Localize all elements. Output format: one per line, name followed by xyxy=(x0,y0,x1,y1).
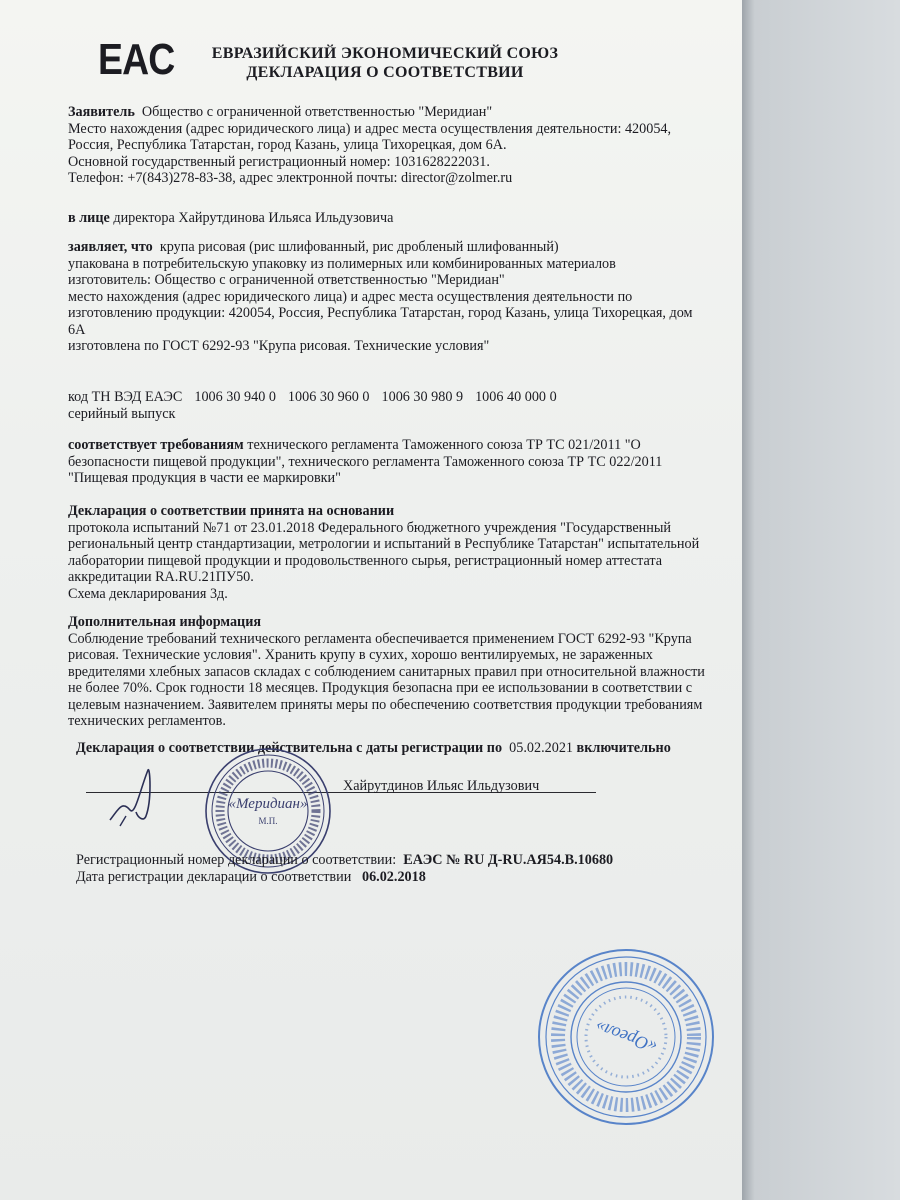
header-declaration-title: ДЕКЛАРАЦИЯ О СООТВЕТСТВИИ xyxy=(246,64,524,81)
manufacturer-name: изготовитель: Общество с ограниченной ответственностью "Меридиан" xyxy=(68,272,505,288)
applicant-address: Место нахождения (адрес юридического лица) и адрес места осуществления деятельности: 420054, Россия, Республика Татарстан, город Казань, улица Тихорецкая, дом 6А. xyxy=(68,120,672,153)
basis-title: Декларация о соответствии принята на основании xyxy=(68,503,395,519)
document-header xyxy=(205,44,565,82)
seal-right-center: «Ореол» xyxy=(592,1016,660,1058)
represented-section xyxy=(68,210,708,227)
validity-line xyxy=(76,740,716,757)
validity-text: Декларация о соответствии действительна с даты регистрации по xyxy=(76,740,503,756)
represented-label: в лице xyxy=(68,210,110,226)
code-value: 1006 30 960 0 xyxy=(287,389,370,405)
company-seal-right xyxy=(536,947,716,1127)
additional-title: Дополнительная информация xyxy=(68,614,262,630)
represented-text: директора Хайрутдинова Ильяса Ильдузовича xyxy=(113,210,394,226)
registration-date-line xyxy=(76,869,716,886)
validity-date: 05.02.2021 xyxy=(509,740,573,756)
codes-section xyxy=(68,389,708,422)
applicant-label: Заявитель xyxy=(68,104,135,120)
handwritten-signature xyxy=(100,760,180,830)
declares-label: заявляет, что xyxy=(68,239,153,255)
manufacturer-address: место нахождения (адрес юридического лица) и адрес места осуществления деятельности по изготовлению продукции: 420054, Россия, Республика Татарстан, город Казань, улица Тихорецкая, дом 6А xyxy=(68,288,693,338)
applicant-name: Общество с ограниченной ответственностью "Меридиан" xyxy=(141,104,493,120)
code-value: 1006 30 940 0 xyxy=(194,389,276,405)
compliance-section xyxy=(68,437,708,487)
basis-section xyxy=(68,503,708,602)
registration-number-line xyxy=(76,852,716,869)
product-packaging: упакована в потребительскую упаковку из полимерных или комбинированных материалов xyxy=(68,255,616,272)
background-surface xyxy=(742,0,900,1200)
eac-logo: EAC xyxy=(98,35,175,84)
seal-left-center: «Меридиан» xyxy=(228,796,308,812)
compliance-label: соответствует требованиям xyxy=(68,437,244,453)
code-value: 1006 30 980 9 xyxy=(381,389,464,405)
declares-section xyxy=(68,239,708,355)
validity-suffix: включительно xyxy=(576,740,671,756)
applicant-ogrn: Основной государственный регистрационный номер: 1031628222031. xyxy=(68,153,490,170)
applicant-section xyxy=(68,104,708,187)
additional-text: Соблюдение требований технического регламента обеспечивается применением ГОСТ 6292-93 "Крупа рисовая. Технические условия". Хранить крупу в сухих, хорошо вентилируемых, не зараженных вредителями хлебных запасов складах с соблюдением санитарных правил при относительной влажности не более 70%. Срок годности 18 месяцев. Продукция безопасна при ее использовании в соответствии с целевым назначением. Заявителем приняты меры по обеспечению соответствия продукции требованиям технических регламентов. xyxy=(68,630,705,729)
registration-date: 06.02.2018 xyxy=(361,869,426,885)
seal-left-mp: М.П. xyxy=(258,816,278,826)
additional-section xyxy=(68,614,708,730)
header-union-title: ЕВРАЗИЙСКИЙ ЭКОНОМИЧЕСКИЙ СОЮЗ xyxy=(211,45,559,62)
compliance-text: технического регламента Таможенного союза ТР ТС 021/2011 "О безопасности пищевой продукции", технического регламента Таможенного союза ТР ТС 022/2011 "Пищевая продукция в части ее маркировки" xyxy=(68,437,663,486)
registration-number-label: Регистрационный номер декларации о соответствии: xyxy=(76,852,397,868)
code-value: 1006 40 000 0 xyxy=(475,389,557,405)
declaration-scheme: Схема декларирования 3д. xyxy=(68,585,228,602)
basis-text: протокола испытаний №71 от 23.01.2018 Федерального бюджетного учреждения "Государственный региональный центр стандартизации, метрологии и испытаний в Республике Татарстан" испытательной лаборатории пищевой продукции и продовольственного сырья, регистрационный номер аттестата аккредитации RA.RU.21ПУ50. xyxy=(68,519,700,585)
product-name: крупа рисовая (рис шлифованный, рис дробленый шлифованный) xyxy=(159,239,559,255)
product-standard: изготовлена по ГОСТ 6292-93 "Крупа рисовая. Технические условия" xyxy=(68,338,490,354)
applicant-contacts: Телефон: +7(843)278-83-38, адрес электронной почты: director@zolmer.ru xyxy=(68,170,513,186)
signatory-name: Хайрутдинов Ильяс Ильдузович xyxy=(343,778,540,794)
serial-output: серийный выпуск xyxy=(68,405,176,422)
codes-label: код ТН ВЭД ЕАЭС xyxy=(68,389,183,405)
registration-number: ЕАЭС № RU Д-RU.АЯ54.В.10680 xyxy=(403,852,614,868)
registration-date-label: Дата регистрации декларации о соответствии xyxy=(76,869,352,885)
